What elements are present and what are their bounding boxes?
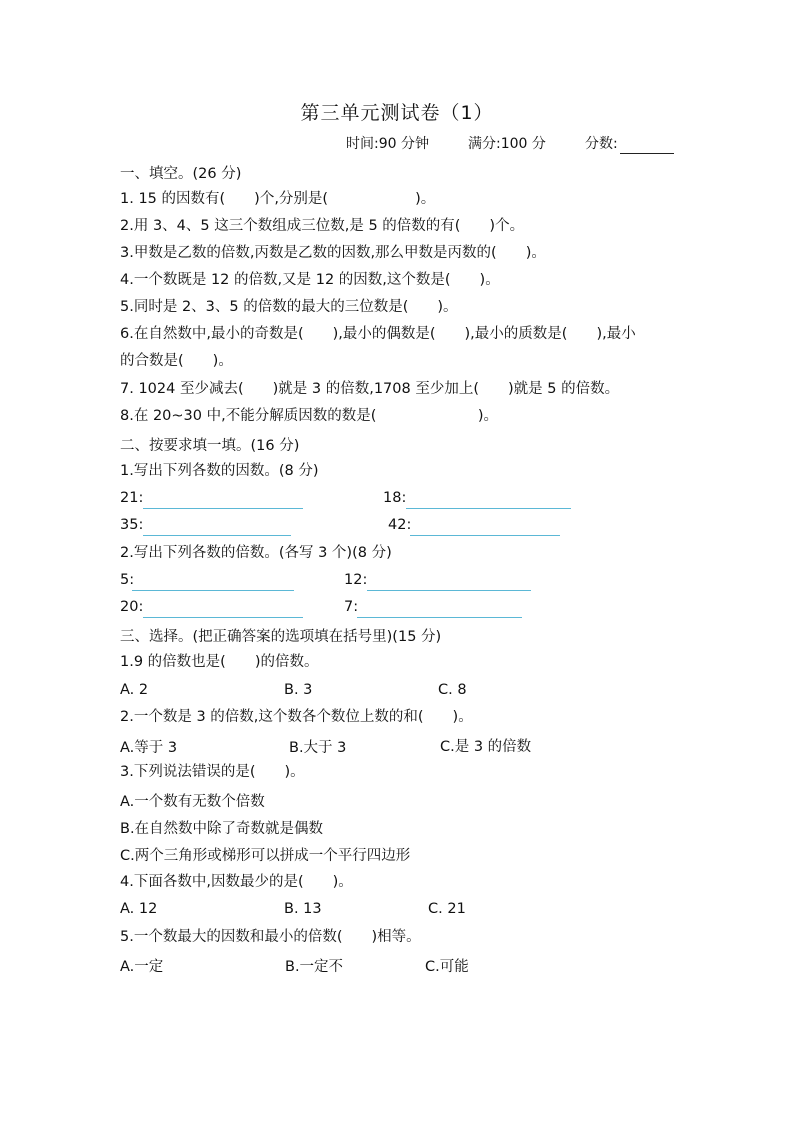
section1-q8: 8.在 20~30 中,不能分解质因数的数是( )。 [120, 408, 499, 424]
section1-q5: 5.同时是 2、3、5 的倍数的最大的三位数是( )。 [120, 299, 458, 315]
section1-q6-line2: 的合数是( )。 [120, 353, 233, 369]
section3-q5: 5.一个数最大的因数和最小的倍数( )相等。 [120, 929, 421, 945]
q4-option-b: B. 13 [284, 901, 322, 917]
q1-option-c: C. 8 [438, 682, 467, 698]
multiple-answer-12[interactable] [367, 590, 531, 591]
factor-answer-18[interactable] [406, 508, 571, 509]
q2-option-b: B.大于 3 [289, 740, 347, 756]
q5-option-c: C.可能 [425, 959, 469, 975]
page-title: 第三单元测试卷（1） [300, 102, 494, 124]
multiple-answer-7[interactable] [357, 617, 522, 618]
factor-label-21: 21: [120, 490, 144, 506]
section3-heading: 三、选择。(把正确答案的选项填在括号里)(15 分) [120, 629, 442, 645]
section1-q6-line1: 6.在自然数中,最小的奇数是( ),最小的偶数是( ),最小的质数是( ),最小 [120, 326, 636, 342]
score-blank[interactable] [620, 153, 674, 154]
multiple-label-12: 12: [344, 572, 368, 588]
section1-q2: 2.用 3、4、5 这三个数组成三位数,是 5 的倍数的有( )个。 [120, 218, 525, 234]
time-label: 时间:90 分钟 [346, 136, 429, 152]
q3-option-b: B.在自然数中除了奇数就是偶数 [120, 821, 324, 837]
factor-answer-42[interactable] [410, 535, 560, 536]
section2-sub2: 2.写出下列各数的倍数。(各写 3 个)(8 分) [120, 545, 392, 561]
factor-label-18: 18: [383, 490, 407, 506]
factor-answer-21[interactable] [143, 508, 303, 509]
multiple-label-5: 5: [120, 572, 135, 588]
q4-option-c: C. 21 [428, 901, 466, 917]
q1-option-b: B. 3 [284, 682, 313, 698]
section1-q4: 4.一个数既是 12 的倍数,又是 12 的因数,这个数是( )。 [120, 272, 500, 288]
section3-q2: 2.一个数是 3 的倍数,这个数各个数位上数的和( )。 [120, 709, 473, 725]
q3-option-c: C.两个三角形或梯形可以拼成一个平行四边形 [120, 848, 411, 864]
section1-q7: 7. 1024 至少减去( )就是 3 的倍数,1708 至少加上( )就是 5 的倍数。 [120, 381, 620, 397]
section2-sub1: 1.写出下列各数的因数。(8 分) [120, 463, 319, 479]
section1-q1: 1. 15 的因数有( )个,分别是( )。 [120, 191, 436, 207]
multiple-label-20: 20: [120, 599, 144, 615]
q5-option-a: A.一定 [120, 959, 164, 975]
q1-option-a: A. 2 [120, 682, 149, 698]
factor-label-42: 42: [388, 517, 412, 533]
factor-label-35: 35: [120, 517, 144, 533]
section3-q3: 3.下列说法错误的是( )。 [120, 764, 305, 780]
score-label: 分数: [585, 136, 618, 152]
section3-q4: 4.下面各数中,因数最少的是( )。 [120, 874, 353, 890]
section1-q3: 3.甲数是乙数的倍数,丙数是乙数的因数,那么甲数是丙数的( )。 [120, 245, 546, 261]
q5-option-b: B.一定不 [285, 959, 344, 975]
factor-answer-35[interactable] [143, 535, 291, 536]
q2-option-a: A.等于 3 [120, 740, 178, 756]
section2-heading: 二、按要求填一填。(16 分) [120, 438, 300, 454]
q2-option-c: C.是 3 的倍数 [440, 739, 532, 755]
multiple-label-7: 7: [344, 599, 359, 615]
q4-option-a: A. 12 [120, 901, 158, 917]
q3-option-a: A.一个数有无数个倍数 [120, 794, 265, 810]
multiple-answer-20[interactable] [143, 617, 303, 618]
full-score-label: 满分:100 分 [468, 136, 546, 152]
multiple-answer-5[interactable] [132, 590, 294, 591]
section3-q1: 1.9 的倍数也是( )的倍数。 [120, 654, 319, 670]
section1-heading: 一、填空。(26 分) [120, 166, 242, 182]
